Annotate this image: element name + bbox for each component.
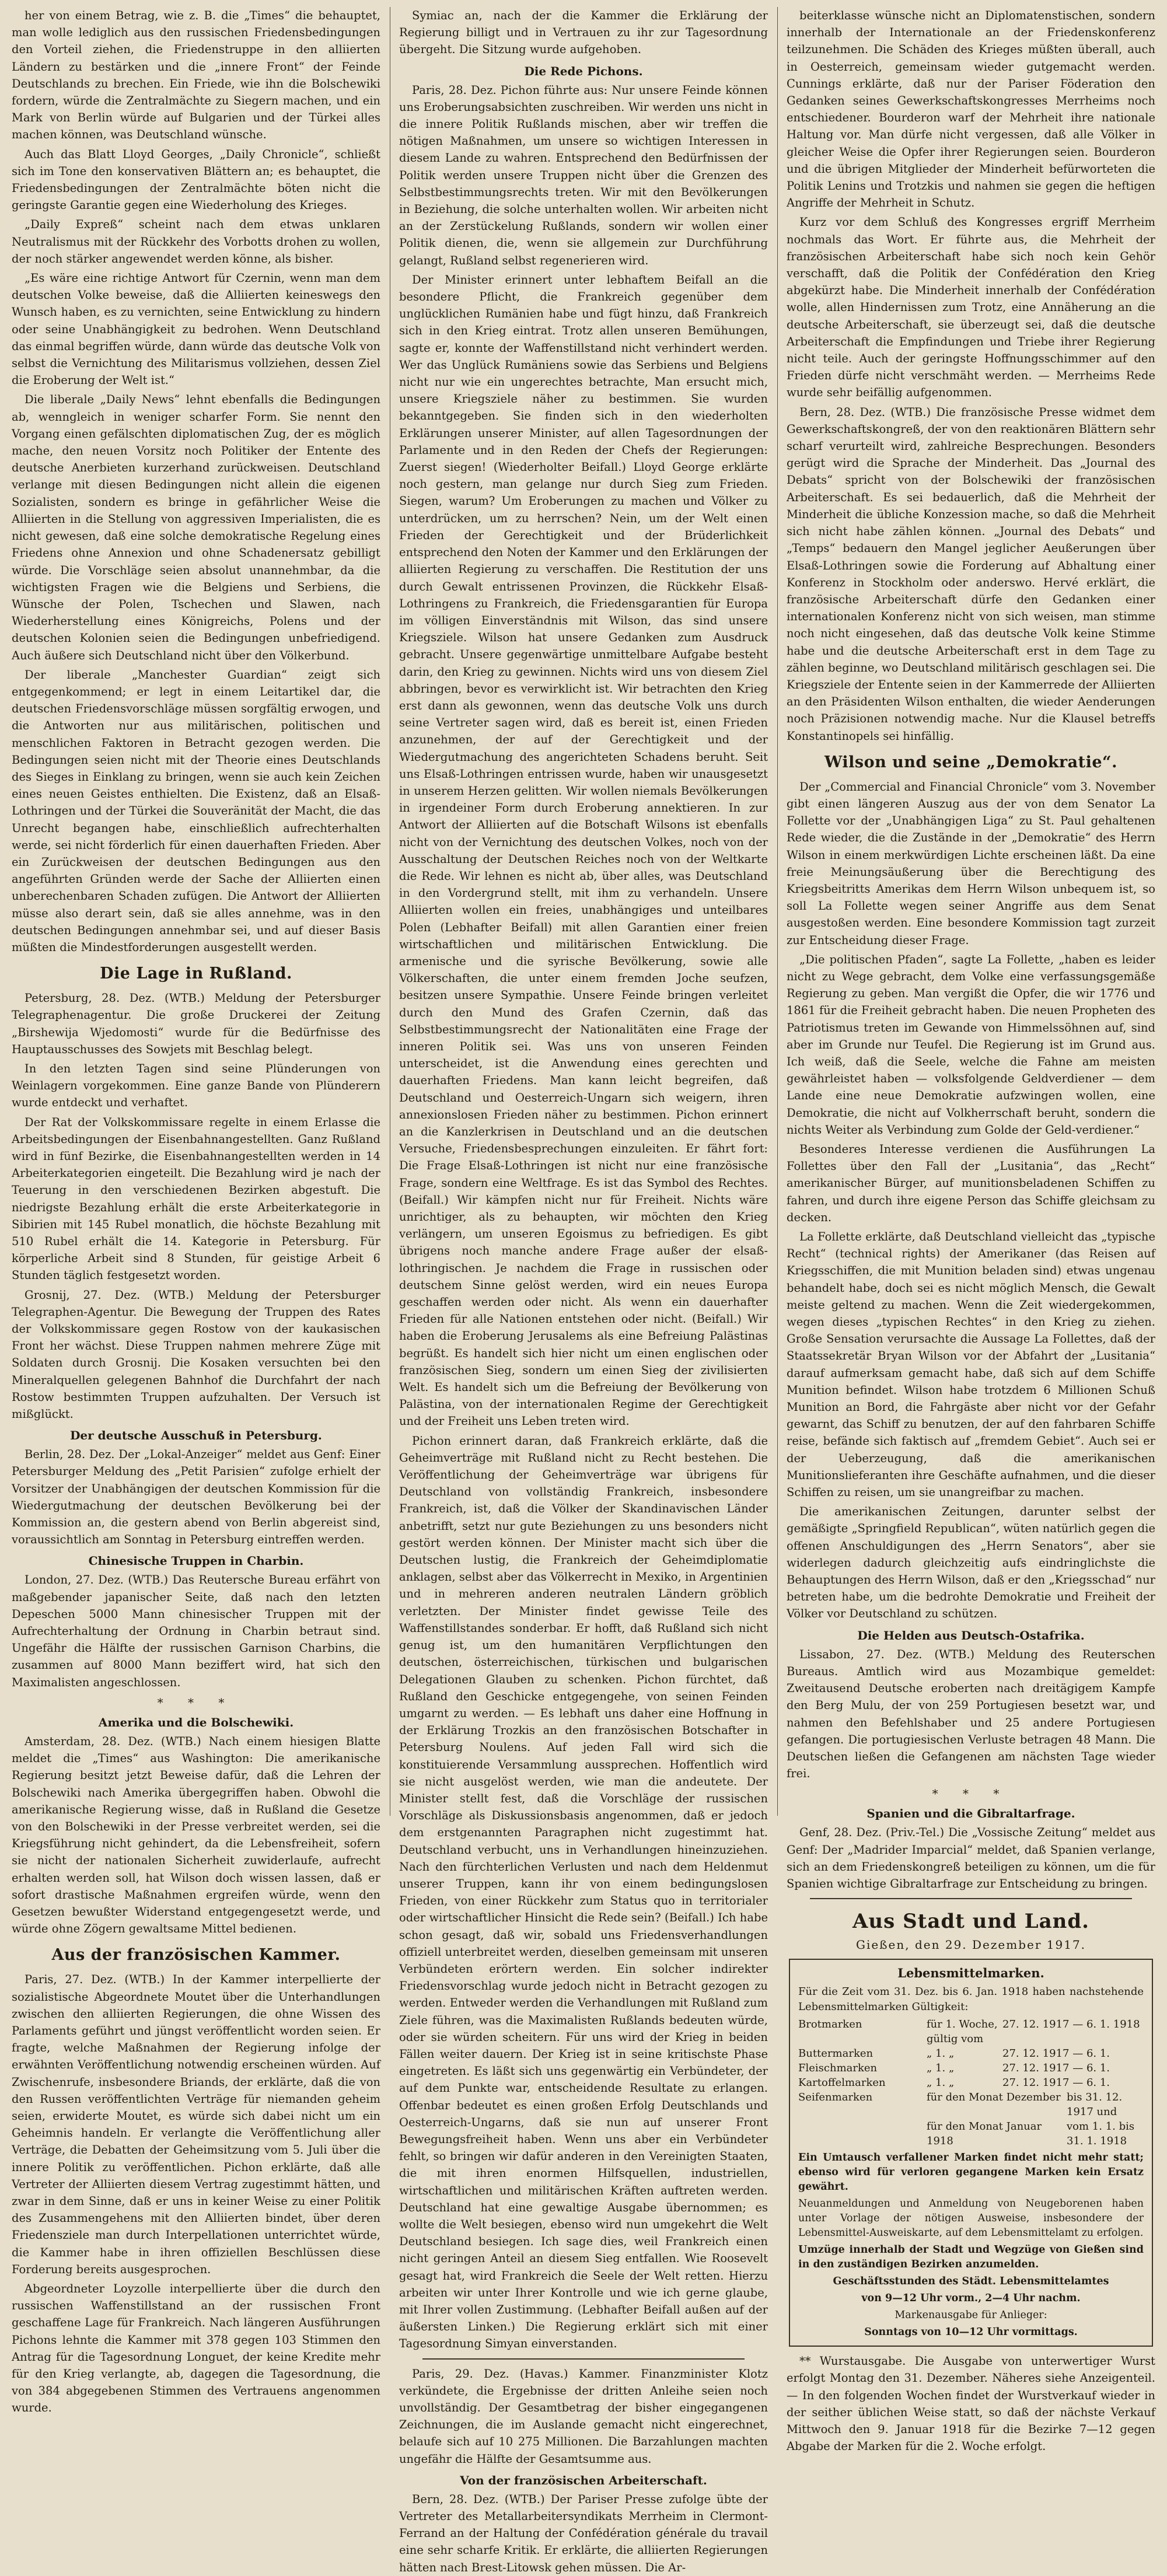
column-1 <box>12 7 380 2415</box>
paragraph: Die liberale „Daily News“ lehnt ebenfalls die Bedingungen ab, wenngleich in weniger scharfer Form. Sie nennt den Vorgang einen gefälschten diplomatischen Zug, der es möglich mache, den neuen Vorsitz noch Politiker der Entente des deutsche Anerbieten kurzerhand zurückweisen. Deutschland verlange mit diesen Bedingungen nicht allein die eigenen Sozialisten, sondern es bringe in gefährlicher Weise die Alliierten in die Stellung von aggressiven Imperialisten, die es nicht gewesen, daß eine solche demokratische Regelung eines Friedens ohne Annexion und ohne Schadenersatz gebilligt würde. Die Vorschläge seien absolut unannehmbar, da die wichtigsten Fragen wie die Belgiens und Serbiens, die Wünsche der Polen, Tschechen und Slawen, nach Wiederherstellung eines Königreichs, Polens und der deutschen Kolonien seien die Bedingungen unbefriedigend. Auch äußere sich Deutschland nicht über den Völkerbund. <box>12 393 380 662</box>
paragraph: Der Minister erinnert unter lebhaftem Beifall an die besondere Pflicht, die Frankreich gegenüber dem unglücklichen Rumänien habe und fügt hinzu, daß Frankreich sich in den Krieg eintrat. Trotz allen unseren Bemühungen, sagte er, konnte der Waffenstillstand nicht verhindert werden. Wer das Unglück Rumäniens sowie das Serbiens und Belgiens nicht nur wie ein ungerechtes betrachte, Man ersucht mich, unsere Kriegsziele näher zu bestimmen. Sie wurden bekanntgegeben. Sie finden sich in den wiederholten Erklärungen unserer Minister, auf allen Tagesordnungen der Parlamente und in den Reden der Chefs der Regierungen: Zuerst siegen! (Wiederholter Beifall.) Lloyd George erklärte noch gestern, man gelange nur durch Sieg zum Frieden. Siegen, warum? Um Eroberungen zu machen und Völker zu unterdrücken, um zu herrschen? Nein, um der Welt einen Frieden der Gerechtigkeit und der Brüderlichkeit entsprechend den Noten der Kammer und den Erklärungen der alliierten Regierung zu verschaffen. Die Restitution der uns durch Gewalt entrissenen Provinzen, die Rückkehr Elsaß-Lothringens zu Frankreich, die Friedensgarantien für Europa im völligen Einverständnis mit Wilson, das sind unsere Kriegsziele. Wilson hat unsere Gedanken zum Ausdruck gebracht. Unsere gegenwärtige unmittelbare Aufgabe besteht darin, den Krieg zu gewinnen. Nichts wird uns von diesem Ziel abbringen, bevor es verwirklicht ist. Wir betrachten den Krieg erst dann als gewonnen, wenn das deutsche Volk uns durch seine Vertreter sagen wird, daß es bereit ist, einen Frieden anzunehmen, der auf der Gerechtigkeit und der Wiedergutmachung des angerichteten Schadens beruht. Seit uns Elsaß-Lothringen entrissen wurde, haben wir unausgesetzt in unserem Herzen gelitten. Wir wollen niemals Bevölkerungen in irgendeiner Form durch Eroberung annektieren. In zur Antwort der Alliierten auf die Botschaft Wilsons ist ebenfalls nicht von der Vernichtung des deutschen Volkes, noch von der Ausschaltung der Deutschen Reiches noch von der Weltkarte die Rede. Wir lehnen es nicht ab, über alles, was Deutschland in den Vordergrund stellt, mit ihm zu verhandeln. Unsere Alliierten wollen ein freies, unabhängiges und unteilbares Polen (Lebhafter Beifall) mit allen Garantien einer freien wirtschaftlichen und militärischen Entwicklung. Die armenische und die syrische Bevölkerung, sowie alle Völkerschaften, die unter einem fremden Joche seufzen, besitzen unsere Sympathie. Unsere Feinde bringen verleitet durch den Mund des Grafen Czernin, daß das Selbstbestimmungsrecht der Nationalitäten eine Frage der inneren Politik sei. Was uns von unseren Feinden unterscheidet, ist die Anwendung eines gerechten und dauerhaften Friedens. Man kann leicht begreifen, daß Deutschland und Oesterreich-Ungarn sich weigern, ihren annexionslosen Frieden näher zu bestimmen. Pichon erinnert an die Kanzlerkrisen in Deutschland und an die deutschen Versuche, Friedensbesprechungen einzuleiten. Er fährt fort: Die Frage Elsaß-Lothringen ist nicht nur eine französische Frage, sondern eine Weltfrage. Es ist das Symbol des Rechtes. (Beifall.) Wir kämpfen nicht nur für Freiheit. Nichts wäre unrichtiger, als zu behaupten, wir möchten den Krieg verlängern, um unseren Egoismus zu befriedigen. Es gibt übrigens noch manche andere Frage außer der elsaß-lothringischen. Je nachdem die Frage in russischen oder deutschem Sinne gelöst werden, wird ein neues Europa geschaffen werden oder nicht. Als wenn ein dauerhafter Frieden für alle Nationen entstehen oder nicht. (Beifall.) Wir haben die Eroberung Jerusalems als eine Befreiung Palästinas begrüßt. Es handelt sich hier nicht um einen englischen oder französischen Sieg, sondern um einen Sieg der zivilisierten Welt. Es handelt sich um die Befreiung der Bevölkerung von Palästina, von der internationalen Regime der Gerechtigkeit und der Freiheit uns Leben treten wird. <box>399 272 768 1428</box>
paragraph: Besonderes Interesse verdienen die Ausführungen La Follettes über den Fall der „Lusitania“, das „Recht“ amerikanischer Bürger, auf munitionsbeladenen Schiffen zu fahren, und durch ihre eigene Person das Schiffe gleichsam zu decken. <box>787 1142 1155 1224</box>
box-note: Ein Umtausch verfallener Marken findet nicht mehr statt; ebenso wird für verloren gegangene Marken kein Ersatz gewährt. <box>798 2152 1144 2193</box>
paragraph: beiterklasse wünsche nicht an Diplomatenstischen, sondern innerhalb der Internationale an der Friedenskonferenz teilzunehmen. Die Schäden des Krieges müßten überall, auch in Oesterreich, gemeinsam wieder gutgemacht werden. Cunnings erklärte, daß nur der Pariser Föderation den Gedanken seines Gewerkschaftskongresses Merrheims noch entschiedener. Bourderon warf der Mehrheit ihre nationale Haltung vor. Man dürfe nicht vergessen, daß alle Völker in gleicher Weise die Opfer ihrer Regierungen seien. Bourderon und die übrigen Mitglieder der Minderheit befürworteten die Politik Lenins und Trotzkis und nahmen sie gegen die heftigen Angriffe der Mehrheit in Schutz. <box>787 9 1155 210</box>
paragraph: Amsterdam, 28. Dez. (WTB.) Nach einem hiesigen Blatte meldet die „Times“ aus Washington: Die amerikanische Regierung besitzt jetzt Beweise dafür, daß die Lehren der Bolschewiki nach Amerika übergegriffen haben. Obwohl die amerikanische Regierung wisse, daß in Rußland die Gesetze von den Bolschewiki in der Presse verbreitet werden, sei die Kriegsführung nicht gehindert, da die Lebensfreiheit, sofern sie nicht der nationalen Sicherheit zuwiderlaufe, aufrecht erhalten werden soll, hat Wilson doch wissen lassen, daß er sofort drastische Maßnahmen ergreifen würde, wenn den Gesetzen bewußter Widerstand entgegengesetzt werde, und würde ohne Zögern gewaltsame Mittel bedienen. <box>12 1734 380 1936</box>
ration-week: für den Monat Dezember <box>927 2091 1061 2104</box>
paragraph: Der Rat der Volkskommissare regelte in einem Erlasse die Arbeitsbedingungen der Eisenbahnangestellten. Ganz Rußland wird in fünf Bezirke, die Eisenbahnangestellten werden in 14 Arbeiterkategorien eingeteilt. Die Bezahlung wird je nach der Teuerung in den verschiedenen Bezirken abgestuft. Die niedrigste Bezahlung erhält die erste Arbeiterkategorie in Sibirien mit 145 Rubel monatlich, die höchste Bezahlung mit 510 Rubel erhält die 14. Kategorie in Petersburg. Für körperliche Arbeit sind 8 Stunden, für geistige Arbeit 6 Stunden täglich festgesetzt worden. <box>12 1115 380 1282</box>
ration-range: 27. 12. 1917 — 6. 1. <box>1002 2077 1110 2089</box>
paragraph: London, 27. Dez. (WTB.) Das Reutersche Bureau erfährt von maßgebender japanischer Seite, daß nach den letzten Depeschen 5000 Mann chinesischer Truppen mit der Aufrechterhaltung der Ordnung in Charbin betraut sind. Ungefähr die Hälfte der russischen Garnison Charbins, die zusammen auf 8000 Mann beziffert wird, hat sich den Maximalisten angeschlossen. <box>12 1573 380 1689</box>
ration-week: „ 1. „ <box>927 2077 955 2089</box>
paragraph: Paris, 27. Dez. (WTB.) In der Kammer interpellierte der sozialistische Abgeordnete Moutet über die Unterhandlungen zwischen den alliierten Regierungen, die ohne Wissen des Parlaments geführt und jüngst veröffentlicht worden seien. Er fragte, welche Maßnahmen der Regierung infolge der erwähnten Veröffentlichung notwendig erscheinen würden. Auf Zwischenrufe, insbesondere Briands, der erklärte, daß die von den Russen veröffentlichten Verträge für niemanden geheim seien, erwiderte Moutet, es würde sich dabei nicht um ein Geheimnis handeln. Er verlangte die Veröffentlichung aller Verträge, die Debatten der Geheimsitzung vom 5. Juli über die innere Politik zu veröffentlichen. Pichon erklärte, daß alle Vertreter der Alliierten diesem Vertrag zugestimmt hätten, und zwar in dem Sinne, daß er uns in keiner Weise zu einer Politik des Zusammengehens mit den Alliierten bindet, über deren Friedensziele man durch Interpellationen unterrichtet würde, die Kammer habe in ihren offiziellen Beschlüssen diese Forderung bereits ausgesprochen. <box>12 1973 380 2276</box>
column-rule <box>777 7 778 1816</box>
box-note: Umzüge innerhalb der Stadt und Wegzüge von Gießen sind in den zuständigen Bezirken anzumelden. <box>798 2244 1144 2271</box>
subheadline-charbin: Chinesische Truppen in Charbin. <box>88 1554 304 1568</box>
paragraph: Auch das Blatt Lloyd Georges, „Daily Chronicle“, schließt sich im Tone den konservativen Blättern an; es behauptet, die Friedensbedingungen der Zentralmächte böten nicht die geringste Garantie gegen eine Wiederholung des Krieges. <box>12 147 380 212</box>
sunday-hours: Sonntags von 10—12 Uhr vormittags. <box>864 2326 1078 2339</box>
paragraph: „Es wäre eine richtige Antwort für Czernin, wenn man dem deutschen Volke beweise, daß die Alliierten keineswegs den Wunsch haben, es zu vernichten, seine Entwicklung zu hindern oder seine Unabhängigkeit zu bedrohen. Wenn Deutschland das einmal begriffen würde, dann würde das deutsche Volk von selbst die Vernichtung des Militarismus vollziehen, dessen Ziel die Eroberung der Welt ist.“ <box>12 271 380 387</box>
ration-notice-box <box>789 1959 1153 2347</box>
paragraph: „Daily Expreß“ scheint nach dem etwas unklaren Neutralismus mit der Rückkehr des Vorbotts drohen zu wollen, der noch stärker angewendet werden könne, als bisher. <box>12 218 380 265</box>
ration-range: 27. 12. 1917 — 6. 1. 1918 <box>1002 2018 1140 2031</box>
office-hours-title: Geschäftsstunden des Städt. Lebensmittelamtes <box>833 2276 1109 2288</box>
ration-label: Seifenmarken <box>798 2091 873 2104</box>
subheadline-amerika: Amerika und die Bolschewiki. <box>98 1715 294 1729</box>
ration-range: 27. 12. 1917 — 6. 1. <box>1002 2062 1110 2075</box>
paragraph: Berlin, 28. Dez. Der „Lokal-Anzeiger“ meldet aus Genf: Einer Petersburger Meldung des „Petit Parisien“ zufolge erhielt der Vorsitzer der Unabhängigen der deutschen Kommission für die Wiedergutmachung der deutschen Bevölkerung bei der Kommission an, die gestern abend von Berlin abgereist sind, voraussichtlich am Sonntag in Petersburg eintreffen werden. <box>12 1448 380 1547</box>
section-divider: * * * <box>932 1787 1010 1801</box>
subheadline-spanien: Spanien und die Gibraltarfrage. <box>866 1806 1075 1821</box>
column-2 <box>399 7 768 2574</box>
paragraph: Paris, 28. Dez. Pichon führte aus: Nur unsere Feinde können uns Eroberungsabsichten zuschreiben. Wir werden uns nicht in die innere Politik Rußlands mischen, aber wir treffen die nötigen Maßnahmen, um unsere so wichtigen Interessen in diesem Lande zu wahren. Entsprechend den Bedürfnissen der Politik werden unsere Truppen nicht über die Grenzen des Selbstbestimmungsrechts treten. Wir mit den Bevölkerungen in Beziehung, die solche unterhalten wollen. Wir arbeiten nicht an der Zerstückelung Rußlands, sondern wir wollen einer Politik dienen, die, wenn sie allgemein zur Durchführung gelangt, Rußland selbst regenerieren wird. <box>399 83 768 267</box>
box-title: Lebensmittelmarken. <box>897 1966 1044 1981</box>
markenausgabe-label: Markenausgabe für Anlieger: <box>895 2309 1047 2322</box>
box-intro: Für die Zeit vom 31. Dez. bis 6. Jan. 1918 haben nachstehende Lebensmittelmarken Gültigkeit: <box>798 1986 1144 2014</box>
separator <box>810 1898 1132 1899</box>
headline-russia: Die Lage in Rußland. <box>100 964 292 983</box>
ration-row <box>798 2061 1144 2075</box>
paragraph: Symiac an, nach der die Kammer die Erklärung der Regierung billigt und in Vertrauen zu ihr zur Tagesordnung übergeht. Die Sitzung wurde aufgehoben. <box>399 9 768 57</box>
paragraph: Kurz vor dem Schluß des Kongresses ergriff Merrheim nochmals das Wort. Er führte aus, die Mehrheit der französischen Arbeiterschaft habe sich noch kein Gehör verschafft, daß die Politik der Confédération den Krieg abgekürzt habe. Die Minderheit innerhalb der Confédération wolle, allen Hindernissen zum Trotz, eine Annäherung an die deutsche Arbeiterschaft, sie überzeugt sei, daß die deutsche Arbeiterschaft die Empfindungen und Triebe ihrer Regierung nicht teile. Auch der geringste Hoffnungsschimmer auf den Frieden dürfe nicht verschmäht werden. — Merrheims Rede wurde sehr beifällig aufgenommen. <box>787 215 1155 400</box>
paragraph: Bern, 28. Dez. (WTB.) Der Pariser Presse zufolge übte der Vertreter des Metallarbeitersyndikats Merrheim in Clermont-Ferrand an der Haltung der Confédération générale du travail eine sehr scharfe Kritik. Er erklärte, die alliierten Regierungen hätten nach Brest-Litowsk gehen müssen. Die Ar- <box>399 2492 768 2574</box>
box-note: Neuanmeldungen und Anmeldung von Neugeborenen haben unter Vorlage der nötigen Ausweise, insbesondere der Lebensmittel-Ausweiskarte, auf dem Lebensmittelamt zu erfolgen. <box>798 2198 1144 2239</box>
paragraph: Genf, 28. Dez. (Priv.-Tel.) Die „Vossische Zeitung“ meldet aus Genf: Der „Madrider Imparcial“ meldet, daß Spanien verlange, sich an dem Friedenskongreß beteiligen zu können, um die für Spanien wichtige Gibraltarfrage zur Entscheidung zu bringen. <box>787 1826 1155 1890</box>
paragraph: Der liberale „Manchester Guardian“ zeigt sich entgegenkommend; er legt in einem Leitartikel dar, die deutschen Friedensvorschläge müssen sorgfältig erwogen, und die Antworten nur aus militärischen, politischen und menschlichen Faktoren in Betracht gezogen werden. Die Bedingungen seien nicht mit der Theorie eines Deutschlands des Sieges in Einklang zu bringen, wenn sie auch kein Zeichen eines neuen Geistes enthielten. Die Existenz, daß an Elsaß-Lothringen und der Türkei die Souveränität der Macht, die das Unrecht begangen habe, einschließlich aufrechterhalten werde, sei nicht förderlich für einen dauerhaften Frieden. Aber ein Zurückweisen der deutschen Bedingungen aus den angeführten Gründen werde der Sache der Alliierten einen unberechenbaren Schaden zufügen. Die Antwort der Alliierten müsse also derart sein, daß sie alles annehme, was in den deutschen Bedingungen annehmbar sei, und auf dieser Basis müßten die Mindestforderungen ausgestellt werden. <box>12 667 380 954</box>
paragraph: In den letzten Tagen sind seine Plünderungen von Weinlagern vorgekommen. Eine ganze Bande von Plünderern wurde entdeckt und verhaftet. <box>12 1061 380 1110</box>
paragraph: her von einem Betrag, wie z. B. die „Times“ die behauptet, man wolle lediglich aus den russischen Friedensbedingungen den Vorteil ziehen, die Friedenstruppe in den alliierten Ländern zu bestärken und die „innere Front“ der Feinde Deutschlands zu brechen. Ein Friede, wie ihn die Bolschewiki fordern, würde die Zentralmächte zu Siegern machen, und ein Mark von Berlin würde auf Bulgarien und der Türkei alles machen können, was Deutschland wünsche. <box>12 9 380 142</box>
ration-label: Brotmarken <box>798 2018 862 2031</box>
paragraph: Petersburg, 28. Dez. (WTB.) Meldung der Petersburger Telegraphenagentur. Die große Druckerei der Zeitung „Birshewija Wjedomosti“ wurde für die Bedürfnisse des Hauptausschusses des Sowjets mit Beschlag belegt. <box>12 991 380 1056</box>
section-divider: * * * <box>157 1695 235 1710</box>
headline-kammer: Aus der französischen Kammer. <box>51 1946 341 1965</box>
paragraph: Paris, 29. Dez. (Havas.) Kammer. Finanzminister Klotz verkündete, die Ergebnisse der dritten Anleihe seien noch unvollständig. Der Gesamtbetrag der bisher eingegangenen Zeichnungen, die im Auslande gemacht nicht eingerechnet, belaufe sich auf 10 275 Millionen. Die Barzahlungen machten ungefähr die Hälfte der Gesamtsumme aus. <box>399 2367 768 2466</box>
ration-week: „ 1. „ <box>927 2047 955 2060</box>
ration-week: für den Monat Januar 1918 <box>927 2120 1042 2148</box>
ration-row <box>798 2046 1144 2061</box>
ration-range: vom 1. 1. bis 31. 1. 1918 <box>1067 2120 1135 2148</box>
dateline: Gießen, den 29. Dezember 1917. <box>855 1938 1086 1952</box>
paragraph: Der „Commercial and Financial Chronicle“ vom 3. November gibt einen längeren Auszug aus der von dem Senator La Follette vor der „Unabhängigen Liga“ zu St. Paul gehaltenen Rede wieder, die die Zustände in der „Demokratie“ des Herrn Wilson in einem merkwürdigen Lichte erscheinen läßt. Da eine freie Meinungsäußerung über die Berechtigung des Kriegsbeitritts Amerikas dem Herrn Wilson unbequem ist, so soll La Follette wegen seiner Angriffe aus dem Senat ausgestoßen werden. Eine besondere Kommission tagt zurzeit zur Entscheidung dieser Frage. <box>787 780 1155 947</box>
paragraph: Pichon erinnert daran, daß Frankreich erklärte, daß die Geheimverträge mit Rußland nicht zu Recht bestehen. Die Veröffentlichung der Geheimverträge war übrigens für Deutschland von vollständig Frankreich, insbesondere Frankreich, ist, daß die Völker der Skandinavischen Länder anbetrifft, setzt nur gute Beziehungen zu uns besonders nicht gestört werden können. Der Minister macht sich über die Deutschen lustig, die Frankreich der Geheimdiplomatie anklagen, selbst aber das Völkerrecht in Mexiko, in Argentinien und in mehreren anderen neutralen Ländern gröblich verletzten. Der Minister findet gewisse Teile des Waffenstillstandes sonderbar. Er hofft, daß Rußland sich nicht genug ist, um den humanitären Verpflichtungen den deutschen, österreichischen, türkischen und bulgarischen Delegationen Glauben zu schenken. Pichon fürchtet, daß Rußland den Geschicke entgegengehe, von seinen Feinden umgarnt zu werden. — Es lebhaft uns daher eine Hoffnung in der Erklärung Trozkis an den französischen Botschafter in Petersburg Noulens. Auf jeden Fall wird sich die konstituierende Versammlung aussprechen. Hoffentlich wird sie nicht ausgelöst werden, wie man die andeutete. Der Minister stellt fest, daß die Vorschläge der russischen Vorschläge als Diskussionsbasis angenommen, daß er jedoch dem erstgenannten Paragraphen nicht zugestimmt hat. Deutschland verbucht, uns in Verhandlungen hineinzuziehen. Nach den fürchterlichen Verlusten und nach dem Heldenmut unserer Truppen, kann ihr von einem bedingungslosen Frieden, von einer Rückkehr zum Status quo in territorialer oder wirtschaftlicher Hinsicht die Rede sein? (Beifall.) Ich habe schon gesagt, daß wir, sobald uns Friedensverhandlungen offiziell unterbreitet werden, dieselben gemeinsam mit unseren Verbündeten erörtern werden. Ein solcher indirekter Friedensvorschlag wurde jedoch nicht in Betracht gezogen zu werden. Entweder werden die Verhandlungen mit Rußland zum Ziele führen, was die Maximalisten Rußlands bedeuten würde, oder sie würden scheitern. Für uns wird der Krieg in beiden Fällen weiter dauern. Der Krieg ist in seine kritischste Phase eingetreten. Es läßt sich uns gegenwärtig ein Verbündeter, der auf dem Punkte war, entscheidende Resultate zu erlangen. Offenbar bedeutet es einen großen Erfolg Deutschlands und Oesterreich-Ungarns, daß sie nun auf unserer Front Bewegungsfreiheit haben. Wenn uns aber ein Verbündeter fehlt, so bringen wir dafür anderen in den Vereinigten Staaten, die mit ihren enormen Hilfsquellen, industriellen, wirtschaftlichen und militärischen Kräften auftreten werden. Deutschland hat eine gewaltige Ausgabe übernommen; es wollte die Welt besiegen, ebenso wird nun umgekehrt die Welt Deutschland besiegen. Ich sage dies, weil Frankreich einen nicht geringen Anteil an diesem Sieg entfallen. Wie Roosevelt gesagt hat, wird Frankreich die Seele der Welt retten. Hierzu arbeiten wir unter Ihrer Kontrolle und wie ich gerne glaube, mit Ihrer vollen Zustimmung. (Lebhafter Beifall außen auf der äußersten Linken.) Die Regierung erklärt sich mit einer Tagesordnung Simyan einverstanden. <box>399 1434 768 2351</box>
ration-range: bis 31. 12. 1917 und <box>1067 2091 1123 2119</box>
paragraph: Lissabon, 27. Dez. (WTB.) Meldung des Reuterschen Bureaus. Amtlich wird aus Mozambique gemeldet: Zweitausend Deutsche eroberten nach dreitägigem Kampfe den Berg Mulu, der von 259 Portugiesen besetzt war, und nahmen den Befehlshaber und 25 andere Portugiesen gefangen. Die portugiesischen Verluste betragen 48 Mann. Die Deutschen ließen die Gefangenen am nächsten Tage wieder frei. <box>787 1647 1155 1781</box>
ration-row <box>798 2017 1144 2046</box>
ration-row <box>798 2090 1144 2119</box>
paragraph: Die amerikanischen Zeitungen, darunter selbst der gemäßigte „Springfield Republican“, wüten natürlich gegen die offenen Anschuldigungen des „Herrn Senators“, aber sie widerlegen dadurch gleichzeitig aufs eindringlichste die Behauptungen des Herrn Wilson, daß er den „Kriegsschad“ nur betreten habe, um die bedrohte Demokratie und Freiheit der Völker vor Deutschland zu schützen. <box>787 1505 1155 1621</box>
ration-label: Buttermarken <box>798 2047 873 2060</box>
office-hours: von 9—12 Uhr vorm., 2—4 Uhr nachm. <box>861 2292 1081 2305</box>
paragraph: ** Wurstausgabe. Die Ausgabe von unterwertiger Wurst erfolgt Montag den 31. Dezember. Näheres siehe Anzeigenteil. — In den folgenden Wochen findet der Wurstverkauf wieder in der seither üblichen Weise statt, so daß der nächste Verkauf Mittwoch den 9. Januar 1918 für die Bezirke 7—12 gegen Abgabe der Marken für die 2. Woche erfolgt. <box>787 2354 1155 2453</box>
separator <box>422 2358 745 2360</box>
paragraph: Abgeordneter Loyzolle interpellierte über die durch den russischen Waffenstillstand an der russischen Front geschaffene Lage für Frankreich. Nach längeren Ausführungen Pichons lehnte die Kammer mit 378 gegen 103 Stimmen den Antrag für die Tagesordnung Longuet, der keine Kredite mehr für den Krieg verlangte, ab, dagegen die Tagesordnung, die von 384 abgegebenen Stimmen des Vertrauens angenommen wurde. <box>12 2281 380 2415</box>
paragraph: La Follette erklärte, daß Deutschland vielleicht das „typische Recht“ (technical rights) der Amerikaner (das Reisen auf Kriegsschiffen, die mit Munition beladen sind) etwas ungenau behandelt habe, doch sei es nicht möglich Mensch, die Gewalt meiste geltend zu machen. Wenn die Zeit wiedergekommen, wegen dieses „typischen Rechtes“ in den Krieg zu ziehen. Große Sensation verursachte die Aussage La Follettes, daß der Staatssekretär Bryan Wilson vor der Abfahrt der „Lusitania“ darauf aufmerksam gemacht habe, daß sich auf dem Schiffe Munition befindet. Wilson habe trotzdem 6 Millionen Schuß Munition an Bord, die Fahrgäste aber nicht vor der Gefahr gewarnt, das Schiff zu benutzen, der auf den fahrbaren Schiffe reise, befände sich faktisch auf „fremdem Gebiet“. Auch sei er der Ueberzeugung, daß die amerikanischen Munitionslieferanten ihre Geschäfte aufnahmen, und die dieser Schiffen zu reisen, um sie unangreifbar zu machen. <box>787 1230 1155 1500</box>
subheadline-petersburg: Der deutsche Ausschuß in Petersburg. <box>70 1428 322 1443</box>
ration-row <box>798 2119 1144 2148</box>
headline-wilson: Wilson und seine „Demokratie“. <box>824 753 1117 771</box>
ration-label: Fleischmarken <box>798 2062 878 2075</box>
paragraph: „Die politischen Pfaden“, sagte La Follette, „haben es leider nicht zu Wege gebracht, dem Volke eine verfassungsgemäße Regierung zu geben. Man vergißt die Opfer, die wir 1776 und 1861 für die Freiheit gebracht haben. Die neuen Propheten des Patriotismus treten im Gewande von Himmelssöhnen auf, sind aber im Grunde nur Teufel. Die Regierung ist im Grund aus. Ich weiß, daß die Seele, welche die Fahne am meisten gewährleistet haben — volksfolgende Geldverdiener — dem Lande eine neue Demokratie aufzwingen wollen, eine Demokratie, die nicht auf Volkherrschaft beruht, sondern die nichts Weiter als Verbindung zum Golde der Geld-verdiener.“ <box>787 952 1155 1137</box>
ration-week: „ 1. „ <box>927 2062 955 2075</box>
paragraph: Bern, 28. Dez. (WTB.) Die französische Presse widmet dem Gewerkschaftskongreß, der von den reaktionären Blättern sehr scharf verurteilt wird, zahlreiche Besprechungen. Besonders gerügt wird die Sprache der Minderheit. Das „Journal des Debats“ spricht von der Bolschewiki der französischen Arbeiterschaft. Es sei bedauerlich, daß die Mehrheit der Minderheit die übliche Konzession mache, so daß die Mehrheit sich nicht habe zählen können. „Journal des Debats“ und „Temps“ bedauern den Mangel jeglicher Aeußerungen über Elsaß-Lothringen sowie die Forderung auf Abhaltung einer Konferenz in Stockholm oder anderswo. Hervé erklärt, die französische Arbeiterschaft dürfe den Gedanken einer internationalen Konferenz nicht von sich weisen, man stimme noch nicht eingesehen, daß das deutsche Volk keine Stimme habe und die deutsche Arbeiterschaft erst in dem Tage zu zählen beginne, wo Deutschland militärisch geschlagen sei. Die Kriegsziele der Entente seien in der Kammerrede der Alliierten an den Präsidenten Wilson enthalten, die wieder Aenderungen noch Präzisionen notwendig mache. Nur die Klausel betreffs Konstantinopels sei hinfällig. <box>787 405 1155 743</box>
newspaper-page <box>12 7 1155 2574</box>
column-3 <box>787 7 1155 2453</box>
ration-label <box>798 2119 927 2148</box>
headline-stadt-und-land: Aus Stadt und Land. <box>852 1910 1089 1934</box>
subheadline-arbeiterschaft: Von der französischen Arbeiterschaft. <box>460 2473 707 2487</box>
subheadline-pichon: Die Rede Pichons. <box>524 64 643 78</box>
ration-label: Kartoffelmarken <box>798 2077 886 2089</box>
paragraph: Grosnij, 27. Dez. (WTB.) Meldung der Petersburger Telegraphen-Agentur. Die Bewegung der Truppen des Rates der Volkskommissare gegen Rostow von der kaukasischen Front her wächst. Diese Truppen nahmen mehrere Züge mit Soldaten durch Grosnij. Die Kosaken versuchten bei den Mineralquellen gelegenen Bahnhof die Durchfahrt der nach Rostow bestimmten Truppen aufzuhalten. Der Versuch ist mißglückt. <box>12 1288 380 1421</box>
subheadline-ostafrika: Die Helden aus Deutsch-Ostafrika. <box>857 1628 1085 1642</box>
ration-row <box>798 2075 1144 2090</box>
ration-week: für 1. Woche, gültig vom <box>927 2018 998 2046</box>
ration-range: 27. 12. 1917 — 6. 1. <box>1002 2047 1110 2060</box>
